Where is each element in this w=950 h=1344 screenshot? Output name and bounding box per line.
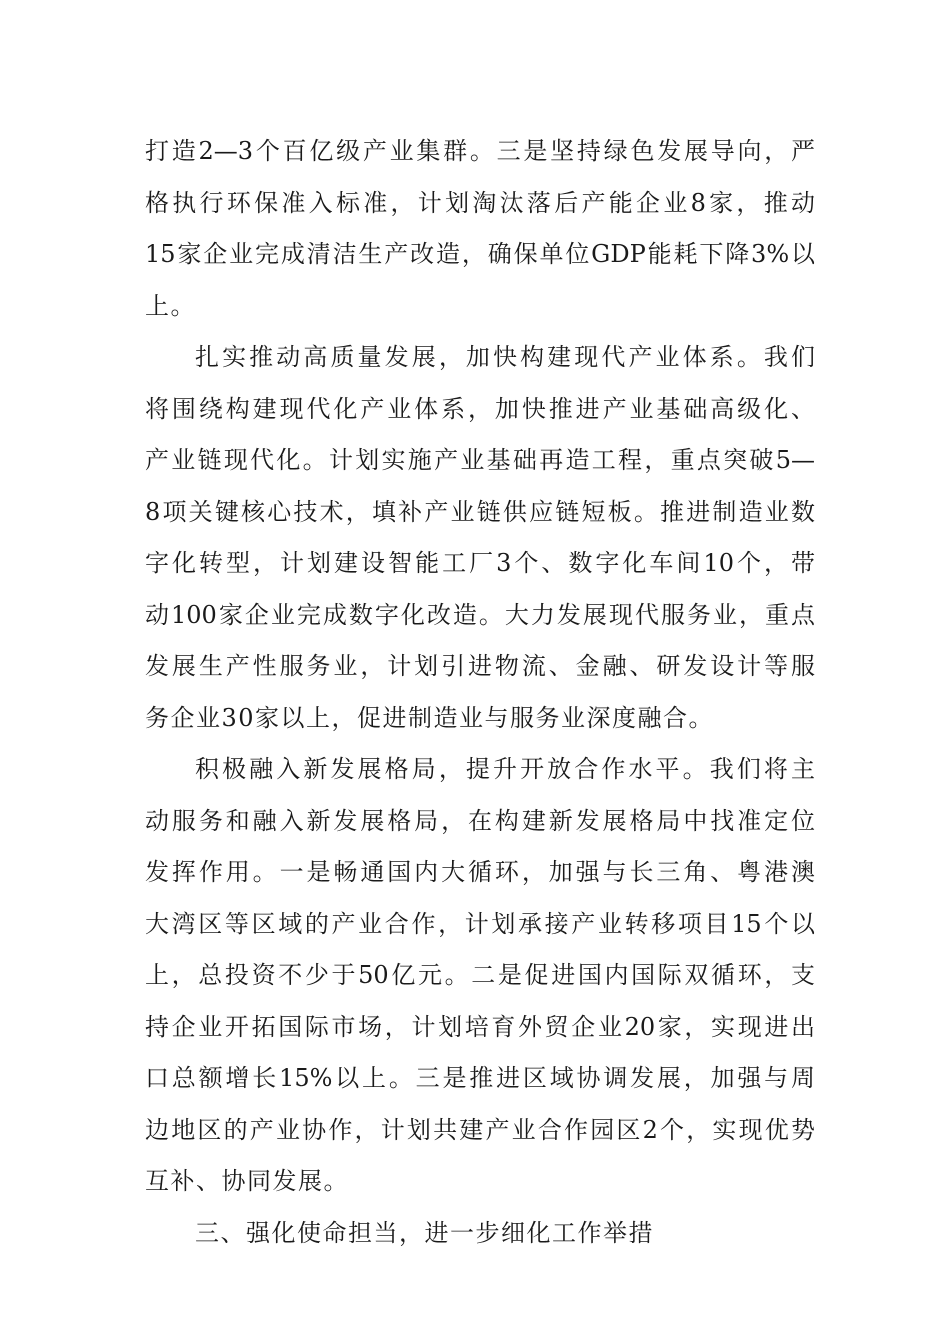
paragraph-first-line: 扎实推动高质量发展，加快构建现代产业体系。我们: [195, 343, 815, 371]
text-line: 边地区的产业协作，计划共建产业合作园区2个，实现优势: [145, 1115, 815, 1144]
text-line: 打造2—3个百亿级产业集群。三是坚持绿色发展导向，严: [145, 137, 815, 165]
text-line: 动服务和融入新发展格局，在构建新发展格局中找准定位: [145, 806, 815, 835]
text-line: 上，总投资不少于50亿元。二是促进国内国际双循环，支: [145, 961, 815, 989]
text-line: 动100家企业完成数字化改造。大力发展现代服务业，重点: [145, 600, 815, 629]
paragraph-first-line: 积极融入新发展格局，提升开放合作水平。我们将主: [195, 755, 815, 783]
text-line: 口总额增长15%以上。三是推进区域协调发展，加强与周: [145, 1064, 815, 1092]
text-line: 15家企业完成清洁生产改造，确保单位GDP能耗下降3%以: [145, 240, 815, 268]
text-line: 将围绕构建现代化产业体系，加快推进产业基础高级化、: [145, 394, 815, 423]
text-line: 上。: [145, 291, 196, 320]
text-line: 发展生产性服务业，计划引进物流、金融、研发设计等服: [145, 652, 815, 680]
text-line: 产业链现代化。计划实施产业基础再造工程，重点突破5—: [145, 446, 815, 474]
text-line: 8项关键核心技术，填补产业链供应链短板。推进制造业数: [145, 497, 815, 526]
paragraph-first-line: 三、强化使命担当，进一步细化工作举措: [195, 1218, 654, 1247]
text-line: 互补、协同发展。: [145, 1167, 349, 1195]
document-body: [145, 126, 815, 1259]
text-line: 持企业开拓国际市场，计划培育外贸企业20家，实现进出: [145, 1012, 815, 1041]
text-line: 发挥作用。一是畅通国内大循环，加强与长三角、粤港澳: [145, 858, 815, 886]
text-line: 格执行环保准入标准，计划淘汰落后产能企业8家，推动: [145, 188, 815, 217]
text-line: 字化转型，计划建设智能工厂3个、数字化车间10个，带: [145, 549, 815, 577]
text-line: 大湾区等区域的产业合作，计划承接产业转移项目15个以: [145, 909, 815, 938]
text-line: 务企业30家以上，促进制造业与服务业深度融合。: [145, 703, 715, 732]
